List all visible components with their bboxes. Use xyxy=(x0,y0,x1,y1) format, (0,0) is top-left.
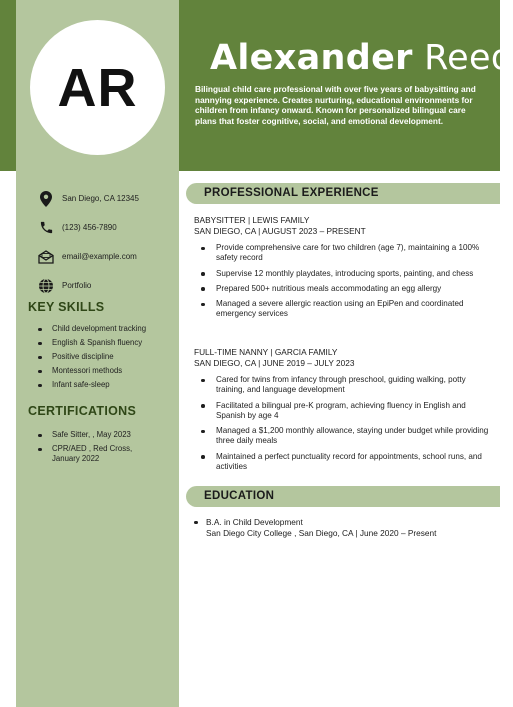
profile-summary: Bilingual child care professional with over five years of babysitting and nannying experience. Creates nurturing, educational environments for children from infancy onward. Known for personalized bilingual care plans that foster cognitive, social, and emotional development. xyxy=(195,84,476,126)
contact-location xyxy=(38,184,174,213)
job-bullets xyxy=(194,375,492,472)
list-item: Cared for twins from infancy through preschool, guiding walking, potty training, and language development xyxy=(216,375,492,396)
certifications-heading: CERTIFICATIONS xyxy=(28,404,137,418)
first-name: Alexander xyxy=(210,38,413,78)
contact-list xyxy=(38,184,174,300)
list-item: CPR/AED , Red Cross, January 2022 xyxy=(38,444,160,464)
job-meta: SAN DIEGO, CA | AUGUST 2023 – PRESENT xyxy=(194,226,366,236)
contact-portfolio[interactable] xyxy=(38,271,174,300)
last-name: Reed xyxy=(424,38,513,78)
contact-email[interactable] xyxy=(38,242,174,271)
list-item: Facilitated a bilingual pre-K program, achieving fluency in English and Spanish by age 4 xyxy=(216,401,492,422)
experience-heading: PROFESSIONAL EXPERIENCE xyxy=(204,187,379,199)
list-item: Prepared 500+ nutritious meals accommodating an egg allergy xyxy=(216,284,492,294)
job-entry xyxy=(194,215,492,325)
list-item: Supervise 12 monthly playdates, introducing sports, painting, and chess xyxy=(216,269,492,279)
list-item: Safe Sitter, , May 2023 xyxy=(38,430,174,440)
avatar xyxy=(30,20,165,155)
location-text: San Diego, CA 12345 xyxy=(62,194,139,203)
job-bullets xyxy=(194,243,492,320)
envelope-icon xyxy=(38,249,54,265)
list-item: English & Spanish fluency xyxy=(38,338,174,348)
contact-phone xyxy=(38,213,174,242)
experience-heading-bar xyxy=(186,183,500,204)
email-link[interactable]: email@example.com xyxy=(62,252,137,261)
certifications-list xyxy=(38,430,174,468)
job-meta: SAN DIEGO, CA | JUNE 2019 – JULY 2023 xyxy=(194,358,355,368)
list-item: Managed a $1,200 monthly allowance, staying under budget while providing three daily meals xyxy=(216,426,492,447)
phone-text: (123) 456-7890 xyxy=(62,223,117,232)
list-item: Child development tracking xyxy=(38,324,174,334)
avatar-initials: AR xyxy=(57,57,138,118)
list-item: Managed a severe allergic reaction using an EpiPen and coordinated emergency services xyxy=(216,299,492,320)
location-pin-icon xyxy=(38,191,54,207)
education-entry xyxy=(194,517,492,539)
candidate-name xyxy=(210,38,513,78)
phone-icon xyxy=(38,220,54,236)
list-item: Positive discipline xyxy=(38,352,174,362)
list-item: Infant safe-sleep xyxy=(38,380,174,390)
skills-heading: KEY SKILLS xyxy=(28,300,105,314)
school: San Diego City College , San Diego, CA | June 2020 – Present xyxy=(206,528,437,538)
skills-list xyxy=(38,324,174,394)
education-heading-bar xyxy=(186,486,500,507)
list-item: Maintained a perfect punctuality record for appointments, school runs, and activities xyxy=(216,452,492,473)
list-item: Provide comprehensive care for two children (age 7), maintaining a 100% safety record xyxy=(216,243,492,264)
portfolio-link[interactable]: Portfolio xyxy=(62,281,92,290)
education-heading: EDUCATION xyxy=(204,490,275,502)
degree: B.A. in Child Development xyxy=(194,517,492,528)
job-title: FULL-TIME NANNY | GARCIA FAMILY xyxy=(194,347,338,357)
list-item: Montessori methods xyxy=(38,366,174,376)
job-title: BABYSITTER | LEWIS FAMILY xyxy=(194,215,310,225)
job-entry xyxy=(194,347,492,477)
globe-icon xyxy=(38,278,54,294)
